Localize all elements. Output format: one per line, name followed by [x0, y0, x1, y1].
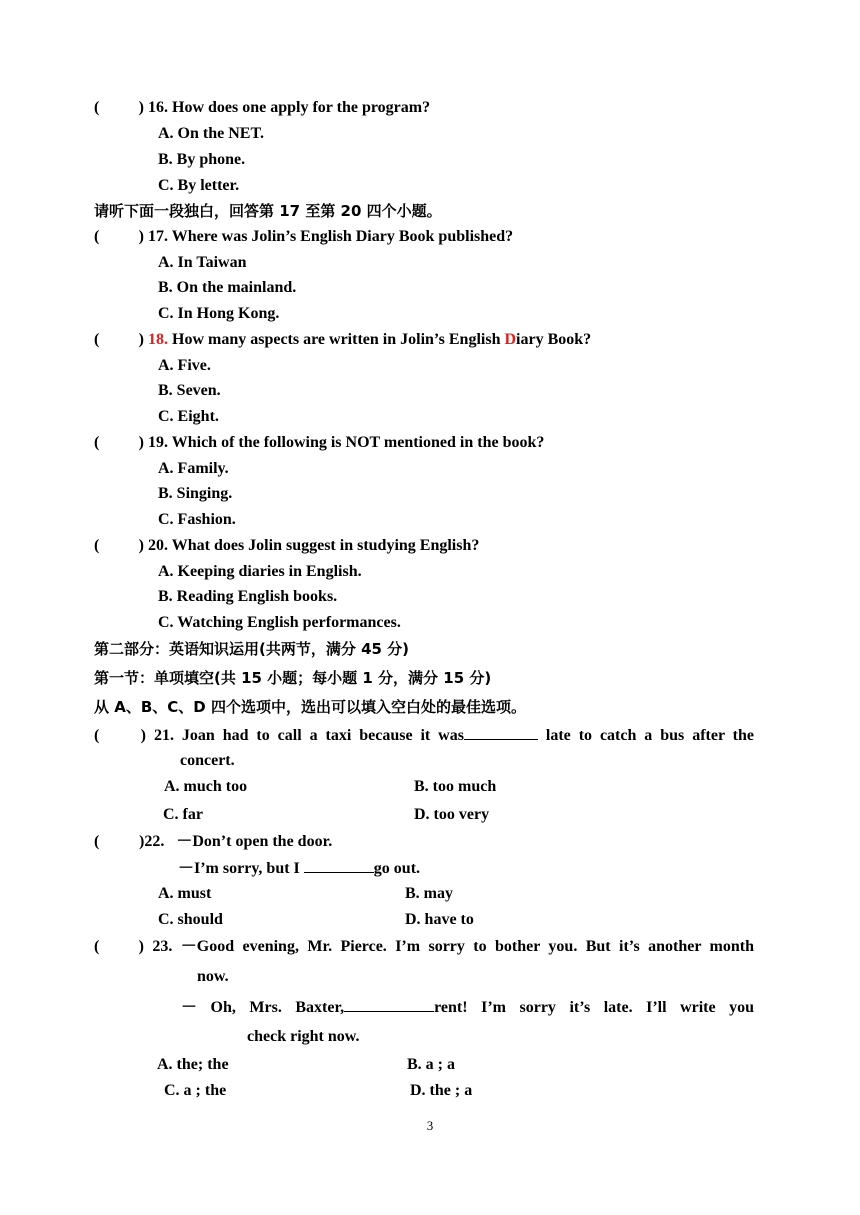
option-b: B. too much [414, 778, 497, 795]
answer-bracket[interactable]: ( ) [94, 99, 144, 116]
question-number: 23. [152, 938, 173, 955]
question-23 [94, 937, 754, 957]
option-a: A. much too [164, 778, 248, 795]
dialogue-line-1-continuation: now. [197, 968, 229, 985]
option-c: C. far [163, 806, 203, 823]
answer-blank[interactable] [304, 858, 374, 873]
option-b: B. Seven. [158, 382, 221, 399]
answer-bracket[interactable]: ( ) [94, 537, 144, 554]
option-c: C. a ; the [164, 1082, 227, 1099]
question-17 [94, 227, 754, 247]
option-b: B. On the mainland. [158, 279, 297, 296]
option-d: D. have to [405, 911, 474, 928]
section-1-instruction: 从 A、B、C、D 四个选项中，选出可以填入空白处的最佳选项。 [94, 698, 526, 716]
question-text: Which of the following is NOT mentioned in the book? [171, 434, 545, 451]
question-text: What does Jolin suggest in studying English? [171, 537, 480, 554]
option-a: A. In Taiwan [158, 254, 247, 271]
dialogue-line-2-continuation: check right now. [247, 1028, 360, 1045]
option-b: B. a ; a [407, 1056, 455, 1073]
question-18 [94, 330, 754, 350]
option-b: B. By phone. [158, 151, 246, 168]
question-number: 20. [148, 537, 168, 554]
question-19 [94, 433, 754, 453]
question-number: 16. [148, 99, 168, 116]
question-number: 18. [148, 331, 168, 348]
instruction-17-20: 请听下面一段独白，回答第 17 至第 20 四个小题。 [94, 202, 442, 220]
answer-bracket[interactable]: ( [94, 833, 100, 850]
option-c: C. Fashion. [158, 511, 236, 528]
option-c: C. Watching English performances. [158, 614, 401, 631]
part-2-title: 第二部分：英语知识运用(共两节，满分 45 分) [94, 640, 410, 658]
option-c: C. should [158, 911, 223, 928]
dialogue-line-1: －Don’t open the door. [176, 833, 333, 850]
question-22 [94, 832, 754, 852]
option-a: A. Keeping diaries in English. [158, 563, 362, 580]
question-text: How does one apply for the program? [172, 99, 431, 116]
answer-bracket[interactable]: ( ) [94, 727, 146, 744]
question-20 [94, 536, 754, 556]
option-c: C. Eight. [158, 408, 219, 425]
option-d: D. too very [414, 806, 490, 823]
answer-blank[interactable] [464, 725, 538, 740]
option-c: C. By letter. [158, 177, 240, 194]
answer-bracket[interactable]: ( ) [94, 228, 144, 245]
question-number: 21. [153, 727, 174, 744]
answer-bracket[interactable]: ( ) [94, 938, 144, 955]
answer-blank[interactable] [344, 997, 434, 1012]
answer-bracket[interactable]: ( ) [94, 434, 144, 451]
question-text: Where was Jolin’s English Diary Book published? [171, 228, 514, 245]
option-c: C. In Hong Kong. [158, 305, 280, 322]
question-16 [94, 98, 754, 118]
option-b: B. Singing. [158, 485, 233, 502]
option-b: B. may [405, 885, 453, 902]
option-a: A. On the NET. [158, 125, 264, 142]
question-number: 17. [148, 228, 168, 245]
question-21 [94, 725, 754, 746]
option-a: A. Family. [158, 460, 229, 477]
question-21-continuation: concert. [180, 752, 235, 769]
question-text: Joan had to call a taxi because it was late to catch a bus after the [181, 727, 755, 744]
section-1-title: 第一节：单项填空(共 15 小题；每小题 1 分，满分 15 分) [94, 669, 492, 687]
highlight-letter: D [504, 331, 517, 348]
question-text: How many aspects are written in Jolin’s English Diary Book? [172, 331, 592, 348]
option-b: B. Reading English books. [158, 588, 338, 605]
option-d: D. the ; a [410, 1082, 473, 1099]
dialogue-line-2: －I’m sorry, but I go out. [178, 860, 421, 877]
option-a: A. the; the [157, 1056, 229, 1073]
answer-bracket[interactable]: ( ) [94, 331, 144, 348]
dialogue-line-2: － Oh, Mrs. Baxter, rent! I’m sorry it’s late. I’ll write you [181, 999, 755, 1016]
option-a: A. Five. [158, 357, 211, 374]
page-number: 3 [426, 1118, 434, 1133]
question-number: 19. [148, 434, 168, 451]
option-a: A. must [158, 885, 212, 902]
dialogue-line-1: －Good evening, Mr. Pierce. I’m sorry to bother you. But it’s another month [180, 938, 755, 955]
question-number: )22. [139, 833, 165, 850]
